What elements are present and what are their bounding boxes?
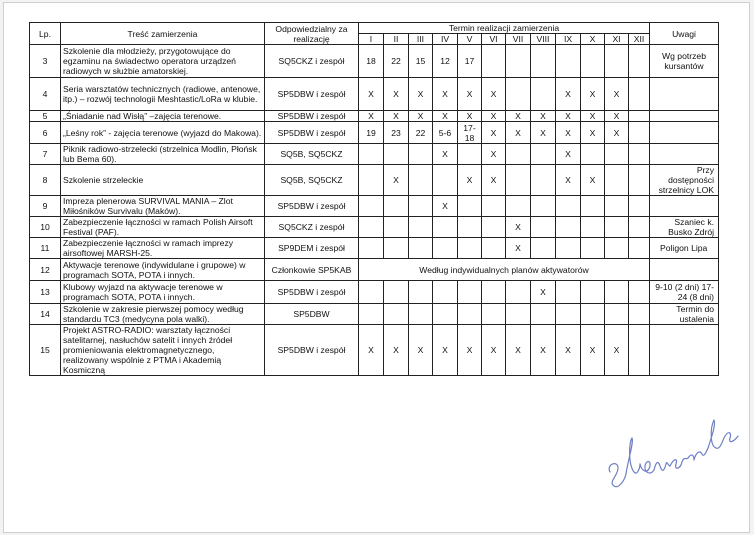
month-cell [605, 217, 629, 238]
table-row [30, 165, 719, 196]
month-cell [629, 45, 650, 78]
month-cell [409, 217, 433, 238]
month-cell [581, 281, 605, 304]
month-cell [458, 281, 482, 304]
month-cell [506, 304, 531, 325]
month-cell: X [482, 78, 506, 111]
month-cell [531, 165, 556, 196]
row-number: 15 [30, 325, 61, 376]
month-cell [409, 304, 433, 325]
activity-description: „Leśny rok” - zajęcia terenowe (wyjazd do Makowa). [61, 122, 265, 144]
month-cell: X [458, 325, 482, 376]
activity-description: Impreza plenerowa SURVIVAL MANIA – Zlot Miłośników Survivalu (Maków). [61, 196, 265, 217]
responsible-person: SQ5B, SQ5CKZ [265, 144, 359, 165]
month-cell: X [482, 122, 506, 144]
month-cell: X [409, 111, 433, 122]
month-cell [629, 238, 650, 259]
responsible-person: SQ5CKZ i zespół [265, 217, 359, 238]
activity-description: Klubowy wyjazd na aktywacje terenowe w programach SOTA, POTA i innych. [61, 281, 265, 304]
table-row [30, 325, 719, 376]
responsible-person: SQ5CKZ i zespół [265, 45, 359, 78]
responsible-person: SP5DBW i zespół [265, 325, 359, 376]
month-cell: X [384, 325, 409, 376]
notes-cell [650, 78, 719, 111]
header-month-12: XII [629, 34, 650, 45]
month-cell: X [581, 165, 605, 196]
month-cell [531, 304, 556, 325]
month-cell: 19 [359, 122, 384, 144]
month-cell [629, 325, 650, 376]
activity-description: Aktywacje terenowe (indywidulane i grupowe) w programach SOTA, POTA i innych. [61, 259, 265, 281]
month-cell: X [433, 325, 458, 376]
month-cell [506, 281, 531, 304]
month-cell [531, 238, 556, 259]
month-cell [581, 196, 605, 217]
month-cell: X [556, 144, 581, 165]
header-lp: Lp. [30, 23, 61, 45]
activity-description: Zabezpieczenie łączności w ramach Polish Airsoft Festival (PAF). [61, 217, 265, 238]
month-cell: 22 [409, 122, 433, 144]
notes-cell [650, 259, 719, 281]
month-cell [409, 281, 433, 304]
month-cell: X [482, 165, 506, 196]
month-cell: X [581, 78, 605, 111]
responsible-person: SQ5B, SQ5CKZ [265, 165, 359, 196]
month-cell [531, 144, 556, 165]
header-month-8: VIII [531, 34, 556, 45]
month-cell: X [384, 78, 409, 111]
month-cell: X [384, 165, 409, 196]
notes-cell: Przy dostępności strzelnicy LOK [650, 165, 719, 196]
table-row [30, 111, 719, 122]
header-content: Treść zamierzenia [61, 23, 265, 45]
month-cell [629, 165, 650, 196]
month-cell: X [605, 122, 629, 144]
month-cell [359, 196, 384, 217]
notes-cell [650, 144, 719, 165]
month-cell [384, 304, 409, 325]
month-cell: 18 [359, 45, 384, 78]
month-cell: 5-6 [433, 122, 458, 144]
month-cell [482, 196, 506, 217]
month-cell: X [384, 111, 409, 122]
notes-cell: Termin do ustalenia [650, 304, 719, 325]
responsible-person: SP5DBW i zespół [265, 111, 359, 122]
header-month-2: II [384, 34, 409, 45]
month-cell: X [458, 78, 482, 111]
month-cell: X [605, 78, 629, 111]
row-number: 10 [30, 217, 61, 238]
table-row [30, 259, 719, 281]
month-cell [359, 281, 384, 304]
month-cell [359, 238, 384, 259]
table-row [30, 45, 719, 78]
month-cell [359, 165, 384, 196]
table-row [30, 144, 719, 165]
header-month-7: VII [506, 34, 531, 45]
month-cell: X [359, 78, 384, 111]
month-cell [409, 238, 433, 259]
month-cell [359, 217, 384, 238]
month-cell: X [556, 122, 581, 144]
month-cell [384, 281, 409, 304]
month-cell [629, 122, 650, 144]
month-cell [605, 304, 629, 325]
month-cell [531, 78, 556, 111]
month-cell [458, 196, 482, 217]
row-number: 12 [30, 259, 61, 281]
month-cell: X [556, 325, 581, 376]
notes-cell: 9-10 (2 dni) 17-24 (8 dni) [650, 281, 719, 304]
month-cell [605, 238, 629, 259]
month-cell [482, 238, 506, 259]
table-row [30, 78, 719, 111]
month-cell [556, 281, 581, 304]
month-cell [433, 217, 458, 238]
header-month-5: V [458, 34, 482, 45]
month-cell: 22 [384, 45, 409, 78]
month-cell: 23 [384, 122, 409, 144]
activity-description: Seria warsztatów technicznych (radiowe, antenowe, itp.) – rozwój technologii Meshtastic/LoRa w klubie. [61, 78, 265, 111]
header-month-6: VI [482, 34, 506, 45]
table-row [30, 217, 719, 238]
month-cell: X [433, 111, 458, 122]
month-cell [556, 304, 581, 325]
month-cell: X [556, 165, 581, 196]
month-cell: X [581, 111, 605, 122]
table-row [30, 281, 719, 304]
header-month-1: I [359, 34, 384, 45]
row-number: 14 [30, 304, 61, 325]
month-cell: X [506, 111, 531, 122]
month-cell: X [506, 325, 531, 376]
month-cell [409, 144, 433, 165]
responsible-person: SP5DBW i zespół [265, 281, 359, 304]
month-cell [433, 238, 458, 259]
header-responsible: Odpowiedzialny za realizację [265, 23, 359, 45]
month-cell [556, 196, 581, 217]
header-month-11: XI [605, 34, 629, 45]
month-cell [629, 196, 650, 217]
responsible-person: SP5DBW i zespół [265, 196, 359, 217]
activity-description: Szkolenie dla młodzieży, przygotowujące do egzaminu na świadectwo operatora urządzeń radiowych w służbie amatorskiej. [61, 45, 265, 78]
month-cell: X [506, 238, 531, 259]
month-cell [409, 196, 433, 217]
month-cell: X [433, 144, 458, 165]
activity-description: Projekt ASTRO-RADIO: warsztaty łączności satelitarnej, nasłuchów satelit i innych źródeł promieniowania elektromagnetycznego, realizowany wspólnie z PTMA i Akademią Kosmiczną [61, 325, 265, 376]
notes-cell: Wg potrzeb kursantów [650, 45, 719, 78]
month-cell [629, 217, 650, 238]
month-cell [384, 238, 409, 259]
header-month-9: IX [556, 34, 581, 45]
month-cell [506, 165, 531, 196]
month-cell [581, 45, 605, 78]
month-cell [629, 78, 650, 111]
table-row [30, 196, 719, 217]
month-cell: X [482, 111, 506, 122]
row-number: 13 [30, 281, 61, 304]
month-cell [581, 217, 605, 238]
responsible-person: Członkowie SP5KAB [265, 259, 359, 281]
month-cell [605, 45, 629, 78]
month-cell [359, 144, 384, 165]
month-cell [359, 304, 384, 325]
month-cell [556, 238, 581, 259]
header-notes: Uwagi [650, 23, 719, 45]
month-cell [506, 196, 531, 217]
month-cell [629, 144, 650, 165]
table-row [30, 238, 719, 259]
month-cell: X [433, 196, 458, 217]
responsible-person: SP9DEM i zespół [265, 238, 359, 259]
month-cell: X [605, 111, 629, 122]
month-cell [605, 144, 629, 165]
month-cell [384, 196, 409, 217]
month-cell: X [433, 78, 458, 111]
schedule-merged-cell: Według indywidualnych planów aktywatorów [359, 259, 650, 281]
header-month-10: X [581, 34, 605, 45]
header-term: Termin realizacji zamierzenia [359, 23, 650, 34]
month-cell [581, 238, 605, 259]
notes-cell: Szaniec k. Busko Zdrój [650, 217, 719, 238]
month-cell: X [506, 122, 531, 144]
notes-cell [650, 196, 719, 217]
activity-description: Piknik radiowo-strzelecki (strzelnica Modlin, Płońsk lub Bema 60). [61, 144, 265, 165]
month-cell [458, 238, 482, 259]
month-cell: X [531, 111, 556, 122]
row-number: 7 [30, 144, 61, 165]
row-number: 8 [30, 165, 61, 196]
month-cell [458, 217, 482, 238]
month-cell [482, 45, 506, 78]
activity-description: Szkolenie w zakresie pierwszej pomocy według standardu TC3 (medycyna pola walki). [61, 304, 265, 325]
month-cell [531, 196, 556, 217]
month-cell: X [531, 281, 556, 304]
month-cell [482, 217, 506, 238]
month-cell [482, 304, 506, 325]
notes-cell: Poligon Lipa [650, 238, 719, 259]
month-cell: X [531, 325, 556, 376]
notes-cell [650, 325, 719, 376]
month-cell: X [458, 111, 482, 122]
month-cell [605, 196, 629, 217]
activity-description: Szkolenie strzeleckie [61, 165, 265, 196]
month-cell: X [482, 144, 506, 165]
row-number: 9 [30, 196, 61, 217]
signature [604, 412, 744, 507]
month-cell [629, 111, 650, 122]
month-cell [629, 304, 650, 325]
month-cell: X [581, 325, 605, 376]
row-number: 4 [30, 78, 61, 111]
month-cell [506, 78, 531, 111]
month-cell: 12 [433, 45, 458, 78]
row-number: 3 [30, 45, 61, 78]
month-cell: X [531, 122, 556, 144]
month-cell [384, 217, 409, 238]
month-cell: X [359, 325, 384, 376]
month-cell [506, 45, 531, 78]
month-cell [531, 217, 556, 238]
month-cell: X [556, 78, 581, 111]
month-cell [605, 165, 629, 196]
responsible-person: SP5DBW i zespół [265, 78, 359, 111]
month-cell [556, 217, 581, 238]
responsible-person: SP5DBW i zespół [265, 122, 359, 144]
month-cell [433, 281, 458, 304]
month-cell: 17 [458, 45, 482, 78]
table-row [30, 304, 719, 325]
month-cell [384, 144, 409, 165]
activity-description: Zabezpieczenie łączności w ramach imprezy airsoftowej MARSH-25. [61, 238, 265, 259]
month-cell [482, 281, 506, 304]
month-cell: X [482, 325, 506, 376]
month-cell: X [458, 165, 482, 196]
activity-description: „Śniadanie nad Wisłą” –zajęcia terenowe. [61, 111, 265, 122]
month-cell: X [581, 122, 605, 144]
handwritten-signature-icon [604, 412, 744, 502]
month-cell [458, 144, 482, 165]
month-cell: X [409, 78, 433, 111]
month-cell [629, 281, 650, 304]
table-row [30, 122, 719, 144]
activity-plan-table [29, 22, 719, 376]
month-cell [605, 281, 629, 304]
month-cell: X [409, 325, 433, 376]
notes-cell [650, 122, 719, 144]
row-number: 6 [30, 122, 61, 144]
month-cell [556, 45, 581, 78]
row-number: 11 [30, 238, 61, 259]
month-cell: 17-18 [458, 122, 482, 144]
month-cell: 15 [409, 45, 433, 78]
month-cell [433, 165, 458, 196]
month-cell: X [506, 217, 531, 238]
month-cell [581, 304, 605, 325]
notes-cell [650, 111, 719, 122]
responsible-person: SP5DBW [265, 304, 359, 325]
month-cell [581, 144, 605, 165]
month-cell [458, 304, 482, 325]
header-month-4: IV [433, 34, 458, 45]
month-cell: X [359, 111, 384, 122]
month-cell: X [556, 111, 581, 122]
month-cell [531, 45, 556, 78]
month-cell [409, 165, 433, 196]
header-month-3: III [409, 34, 433, 45]
month-cell [433, 304, 458, 325]
month-cell: X [605, 325, 629, 376]
month-cell [506, 144, 531, 165]
row-number: 5 [30, 111, 61, 122]
